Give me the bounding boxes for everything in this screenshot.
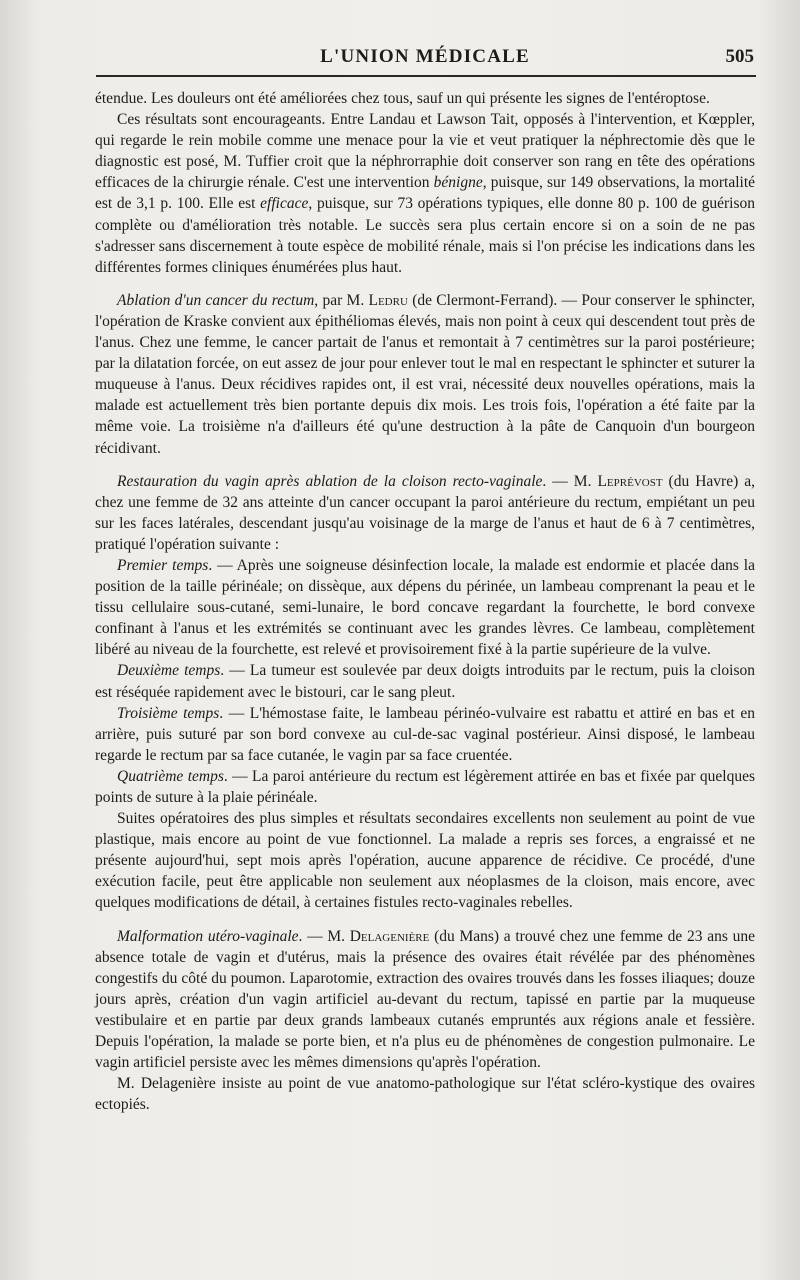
- emphasis-efficace: efficace: [260, 195, 309, 213]
- paragraph-suites: [95, 808, 755, 913]
- paragraph-text: , puisque, sur 73 opérations typiques, elle donne 80 p. 100 de guérison complète ou d'amélioration très notable. Le succès sera plus certain encore si on a soin de ne pas s'adresser sans discernement à toute espèce de mobilité rénale, mais si l'on précise les indications dans les différentes formes cliniques énumérées plus haut.: [95, 195, 755, 276]
- paragraph-text: . — M.: [542, 472, 598, 490]
- paragraph-text: . — Après une soigneuse désinfection locale, la malade est endormie et placée dans la position de la taille périnéale; on dissèque, aux dépens du périnée, un lambeau comprenant la peau et le tissu cellulaire sous-cutané, semi-lunaire, le bord concave regardant la fourchette, le bord convexe confinant à l'anus et les extrémités se continuant avec les grandes lèvres. Ce lambeau, complètement libéré au niveau de la fourchette, est relevé et provisoirement fixé à la partie supérieure de la vulve.: [95, 556, 755, 659]
- section-ablation: [95, 290, 755, 459]
- section-title: Ablation d'un cancer du rectum: [117, 291, 315, 309]
- author-name: Delagenière: [349, 927, 430, 945]
- author-name: Leprévost: [597, 472, 663, 490]
- section-restauration: [95, 471, 755, 555]
- step-third: [95, 703, 755, 766]
- paragraph-results: [95, 109, 755, 278]
- paragraph-text: Suites opératoires des plus simples et résultats secondaires excellents non seulement au point de vue plastique, mais encore au point de vue fonctionnel. La malade a repris ses forces, a engraissé et ne présente aujourd'hui, sept mois après l'opération, aucune apparence de récidive. Ce procédé, d'une exécution facile, peut être applicable non seulement aux néoplasmes de la cloison, mais encore, avec quelques modifications de détail, à certaines fistules recto-vaginales rebelles.: [95, 810, 755, 912]
- section-malformation: [95, 926, 755, 1074]
- page-header: [90, 44, 760, 74]
- step-first: [95, 555, 755, 660]
- step-label: Troisième temps: [117, 704, 220, 722]
- body-text: [95, 88, 755, 1115]
- paragraph-text: M. Delagenière insiste au point de vue anatomo-pathologique sur l'état scléro-kystique des ovaires ectopiés.: [95, 1075, 755, 1114]
- paragraph-text: , par M.: [314, 291, 369, 309]
- paragraph-text: (du Havre) a, chez une femme de 32 ans atteinte d'un cancer occupant la paroi antérieure du rectum, empiétant un peu sur les faces latérales, descendant jusqu'au voisinage de la marge de l'anus et haut de 6 à 7 centimètres, pratiqué l'opération suivante :: [95, 472, 755, 553]
- step-label: Deuxième temps: [117, 662, 221, 680]
- running-title: L'UNION MÉDICALE: [320, 46, 530, 67]
- page-number: 505: [725, 46, 754, 67]
- section-title: Restauration du vagin après ablation de la cloison recto-vaginale: [117, 472, 543, 490]
- paragraph-text: (de Clermont-Ferrand). — Pour conserver le sphincter, l'opération de Kraske convient aux épithéliomas élevés, mais non point à ceux qui descendent tout près de l'anus. Chez une femme, le cancer partait de l'anus et remontait à 7 centimètres sur la paroi postérieure; par la dilatation forcée, on eut assez de jour pour enlever tout le mal en respectant le sphincter et suturer la muqueuse à l'anus. Deux récidives rapides ont, il est vrai, nécessité deux nouvelles opérations, mais la malade est actuellement très bien portante depuis dix mois. Les trois fois, l'opération a été faite par la même voie. La troisième n'a d'ailleurs été qu'une destruction à la pâte de Canquoin d'un bourgeon récidivant.: [95, 291, 756, 457]
- paragraph-text: . — La tumeur est soulevée par deux doigts introduits par le rectum, puis la cloison est réséquée rapidement avec le bistouri, car le sang pleut.: [95, 662, 755, 701]
- author-name: Ledru: [368, 291, 408, 309]
- paragraph-text: étendue. Les douleurs ont été améliorées chez tous, sauf un qui présente les signes de l'entéroptose.: [95, 90, 710, 107]
- step-label: Premier temps: [117, 556, 209, 574]
- step-second: [95, 660, 755, 702]
- paragraph-text: . — L'hémostase faite, le lambeau périnéo-vulvaire est rabattu et attiré en bas et en arrière, puis suturé par son bord convexe au cul-de-sac vaginal postérieur. Ainsi disposé, le lambeau regarde le rectum par sa face cutanée, le vagin par sa face cruentée.: [95, 704, 755, 764]
- step-label: Quatrième temps: [117, 767, 224, 785]
- step-fourth: [95, 766, 755, 808]
- emphasis-benigne: bénigne: [433, 174, 483, 192]
- paragraph-text: , puisque, sur 149 observations, la mortalité est de 3,1 p. 100. Elle est: [95, 174, 755, 213]
- paragraph-text: (du Mans) a trouvé chez une femme de 23 ans une absence totale de vagin et d'utérus, mais la présence des ovaires était révélée par des phénomènes congestifs du côté du poumon. Laparotomie, extraction des ovaires trouvés dans les fosses iliaques; douze jours après, création d'un vagin artificiel au-devant du rectum, tapissé en partie par la muqueuse vestibulaire et en partie par deux grands lambeaux cutanés empruntés aux régions anale et fessière. Depuis l'opération, la malade se porte bien, et n'a plus eu de phénomènes de congestion pulmonaire. Le vagin artificiel persiste avec les mêmes dimensions qu'après l'opération.: [95, 927, 755, 1072]
- paragraph-final: [95, 1073, 755, 1115]
- header-rule: [96, 75, 756, 77]
- section-title: Malformation utéro-vaginale: [117, 927, 299, 945]
- paragraph-text: . — M.: [298, 927, 350, 945]
- paragraph-text: . — La paroi antérieure du rectum est légèrement attirée en bas et fixée par quelques points de suture à la plaie périnéale.: [95, 767, 755, 806]
- paragraph-text: Ces résultats sont encourageants. Entre Landau et Lawson Tait, opposés à l'intervention, et Kœppler, qui regarde le rein mobile comme une menace pour la vie et veut pratiquer la néphrectomie dès que le diagnostic est posé, M. Tuffier croit que la néphrorraphie doit conserver son rang en tête des opérations efficaces de la chirurgie rénale. C'est une intervention: [95, 111, 755, 192]
- paragraph-intro-continuation: [95, 88, 755, 109]
